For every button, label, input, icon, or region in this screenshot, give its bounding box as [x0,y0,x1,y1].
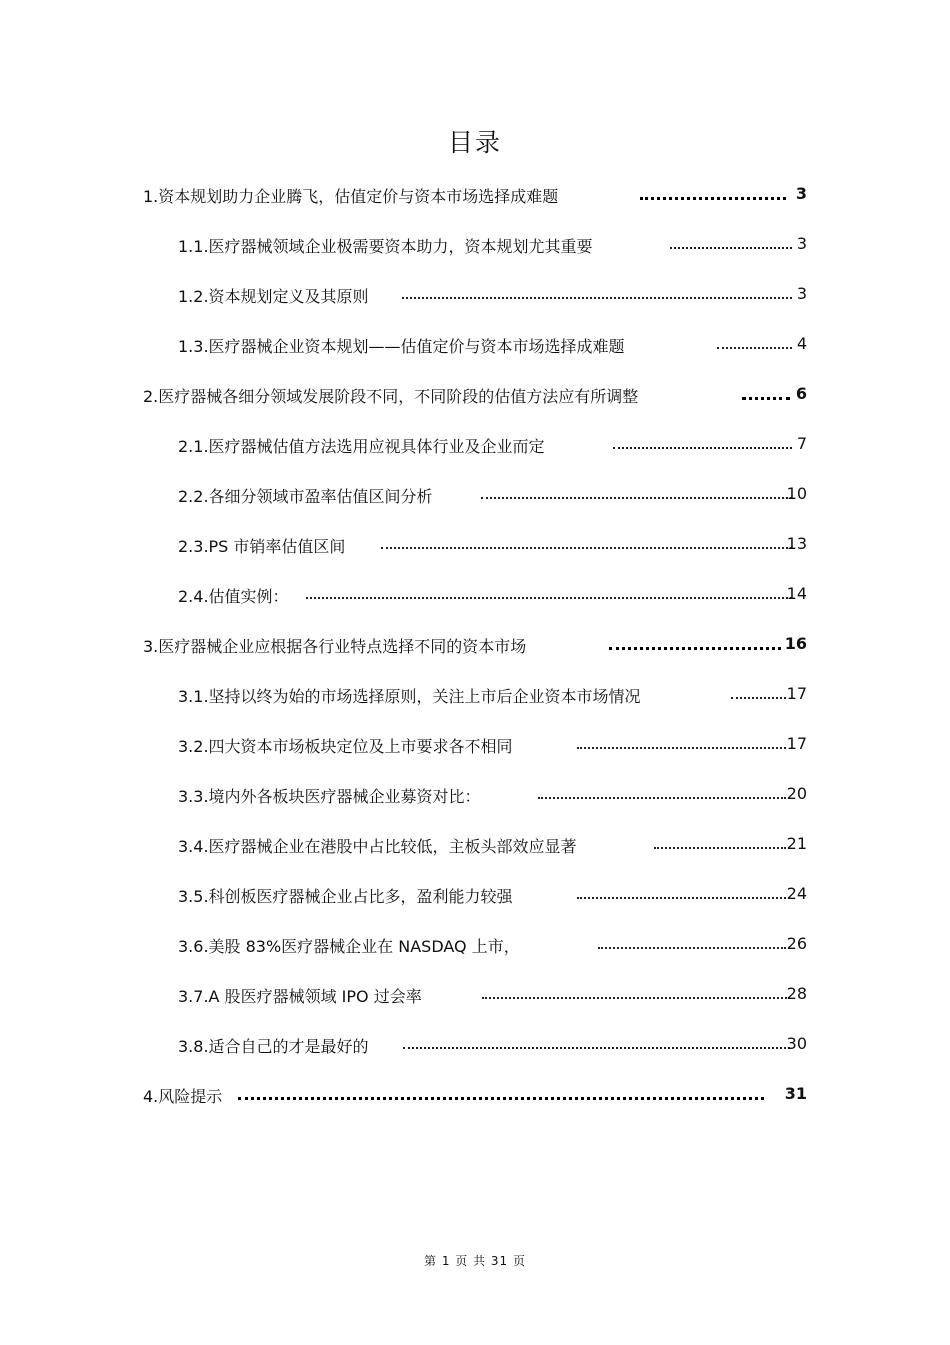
toc-entry-page: 30 [786,1034,807,1053]
toc-leader-dots [640,191,786,200]
toc-entry-label: 3.6.美股 83%医疗器械企业在 NASDAQ 上市， [178,937,520,956]
toc-entry-label: 3.2.四大资本市场板块定位及上市要求各不相同 [178,737,513,756]
toc-leader-dots [670,241,792,249]
toc-entry[interactable] [0,732,950,760]
toc-entry[interactable] [0,1032,950,1060]
toc-leader-dots [306,591,792,599]
toc-entry[interactable] [0,282,950,310]
page-footer: 第 1 页 共 31 页 [424,1254,526,1268]
toc-entry[interactable] [0,982,950,1010]
toc-entry-page: 3 [796,234,807,253]
toc-entry-label: 1.资本规划助力企业腾飞，估值定价与资本市场选择成难题 [143,187,559,206]
toc-leader-dots [577,741,786,749]
toc-entry[interactable] [0,882,950,910]
toc-entry-label: 2.2.各细分领域市盈率估值区间分析 [178,487,433,506]
toc-leader-dots [613,441,792,449]
toc-entry-label: 3.3.境内外各板块医疗器械企业募资对比： [178,787,481,806]
toc-entry-page: 13 [786,534,807,553]
toc-leader-dots [481,491,792,499]
toc-leader-dots [577,891,786,899]
toc-entry[interactable] [0,332,950,360]
toc-entry-page: 31 [784,1084,807,1103]
toc-entry[interactable] [0,932,950,960]
toc-entry[interactable] [0,182,950,210]
toc-entry-page: 17 [786,734,807,753]
toc-entry-page: 20 [786,784,807,803]
toc-entry-label: 1.3.医疗器械企业资本规划——估值定价与资本市场选择成难题 [178,337,625,356]
toc-entry-label: 3.5.科创板医疗器械企业占比多，盈利能力较强 [178,887,513,906]
toc-title: 目录 [447,128,502,157]
toc-entry[interactable] [0,782,950,810]
toc-entry-label: 3.1.坚持以终为始的市场选择原则，关注上市后企业资本市场情况 [178,687,641,706]
toc-leader-dots [538,791,786,799]
toc-entry[interactable] [0,232,950,260]
toc-leader-dots [381,541,792,549]
toc-leader-dots [482,991,790,999]
toc-entry-page: 14 [786,584,807,603]
toc-entry[interactable] [0,832,950,860]
toc-entry-page: 28 [786,984,807,1003]
toc-entry-page: 3 [796,284,807,303]
toc-entry[interactable] [0,382,950,410]
toc-leader-dots [654,841,786,849]
toc-entry-label: 2.3.PS 市销率估值区间 [178,537,346,556]
toc-entry-page: 17 [786,684,807,703]
toc-entry-label: 1.1.医疗器械领域企业极需要资本助力，资本规划尤其重要 [178,237,593,256]
toc-leader-dots [238,1091,764,1100]
toc-entry-page: 10 [786,484,807,503]
toc-leader-dots [403,1041,790,1049]
toc-entry[interactable] [0,632,950,660]
toc-entry-page: 6 [795,384,807,403]
toc-entry-label: 3.8.适合自己的才是最好的 [178,1037,369,1056]
toc-entry-page: 7 [796,434,807,453]
toc-entry[interactable] [0,582,950,610]
toc-entry-page: 16 [784,634,807,653]
toc-entry[interactable] [0,482,950,510]
toc-entry-label: 2.1.医疗器械估值方法选用应视具体行业及企业而定 [178,437,545,456]
toc-entry-page: 4 [796,334,807,353]
toc-leader-dots [402,291,792,299]
toc-entry[interactable] [0,682,950,710]
toc-entry[interactable] [0,532,950,560]
toc-entry[interactable] [0,432,950,460]
toc-entry-page: 21 [786,834,807,853]
toc-entry-page: 24 [786,884,807,903]
toc-leader-dots [598,941,786,949]
toc-entry-label: 1.2.资本规划定义及其原则 [178,287,369,306]
toc-entry-label: 3.7.A 股医疗器械领域 IPO 过会率 [178,987,422,1006]
toc-entry-page: 3 [795,184,807,203]
toc-entry-label: 2.医疗器械各细分领域发展阶段不同，不同阶段的估值方法应有所调整 [143,387,639,406]
toc-entry[interactable] [0,1082,950,1110]
toc-entry-label: 4.风险提示 [143,1087,223,1106]
toc-entry-page: 26 [786,934,807,953]
toc-leader-dots [609,641,781,650]
toc-entry-label: 3.4.医疗器械企业在港股中占比较低，主板头部效应显著 [178,837,577,856]
toc-entry-label: 3.医疗器械企业应根据各行业特点选择不同的资本市场 [143,637,527,656]
toc-entry-label: 2.4.估值实例： [178,587,289,606]
